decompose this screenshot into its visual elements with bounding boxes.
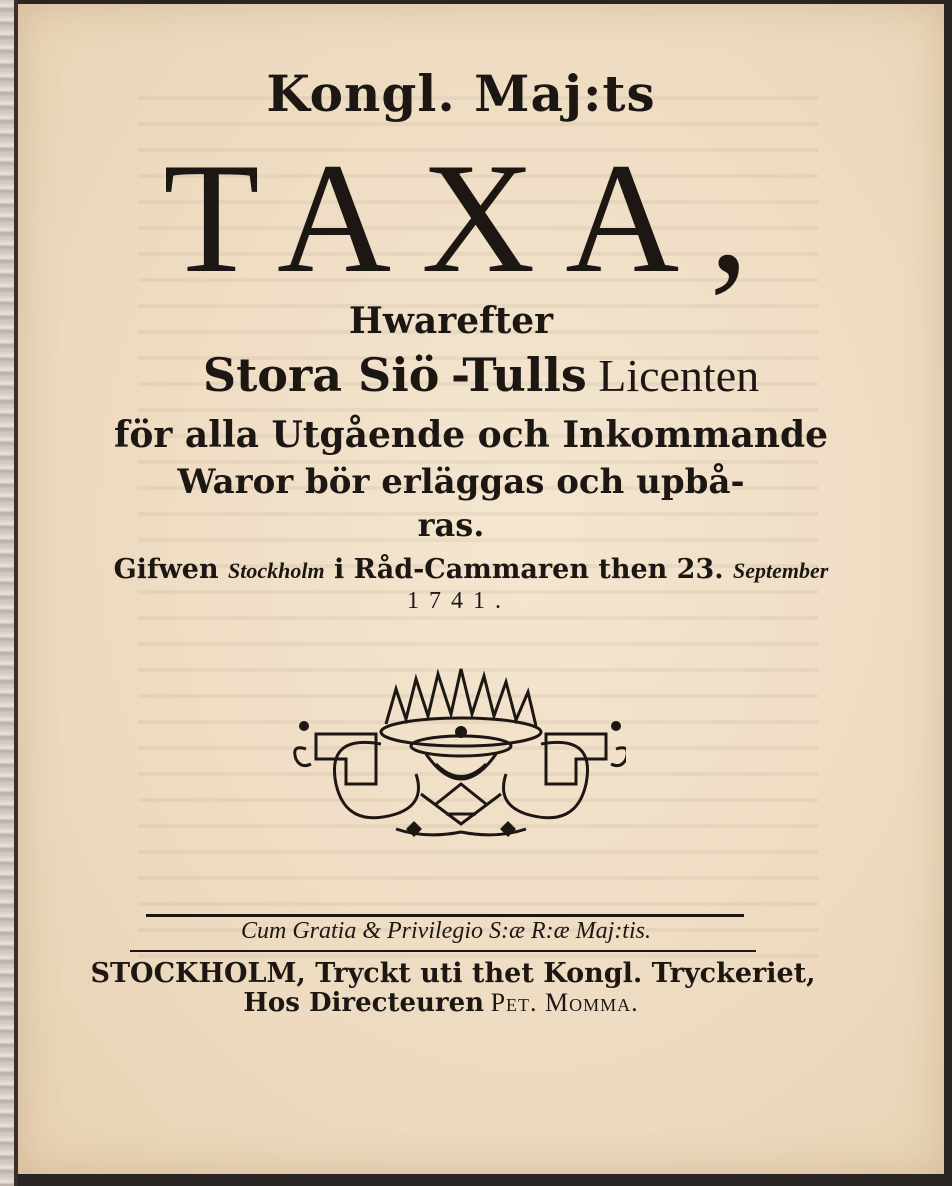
- title-taxa: TAXA,: [163, 131, 779, 306]
- title-year: 1741.: [407, 588, 511, 614]
- rad-cammaren-text: i Råd-Cammaren then 23.: [334, 554, 724, 585]
- imprint-line-stockholm: STOCKHOLM, Tryckt uti thet Kongl. Tryckeriet,: [90, 958, 816, 989]
- top-rule: [146, 914, 744, 917]
- title-line-waror: Waror bör erläggas och upbå-: [177, 462, 745, 502]
- title-stora-sio: Stora Siö: [202, 348, 440, 402]
- title-line-gifwen: [18, 554, 934, 585]
- imprint-directeuren: Hos Directeuren: [243, 988, 485, 1018]
- privilege-line: Cum Gratia & Privilegio S:æ R:æ Maj:tis.: [241, 918, 651, 944]
- title-line-hwarefter: Hwarefter: [348, 300, 554, 342]
- title-line-utgaende: för alla Utgående och Inkommande: [113, 414, 829, 456]
- imprint-printer-name: Pet. Momma.: [490, 988, 639, 1017]
- title-tulls: -Tulls: [450, 348, 587, 402]
- imprint-line-momma: [18, 988, 904, 1018]
- title-line-stora: [18, 348, 944, 402]
- gifwen-text: Gifwen: [113, 554, 219, 585]
- printers-ornament-vignette: [286, 664, 626, 849]
- title-licenten: Licenten: [598, 350, 760, 401]
- stockholm-text: Stockholm: [228, 558, 325, 583]
- book-spine: [0, 0, 18, 1186]
- title-page: [18, 4, 944, 1174]
- bottom-rule: [130, 950, 756, 952]
- title-line-ras: ras.: [417, 506, 485, 544]
- title-line-kongl: Kongl. Maj:ts: [266, 64, 656, 123]
- september-text: September: [733, 558, 829, 583]
